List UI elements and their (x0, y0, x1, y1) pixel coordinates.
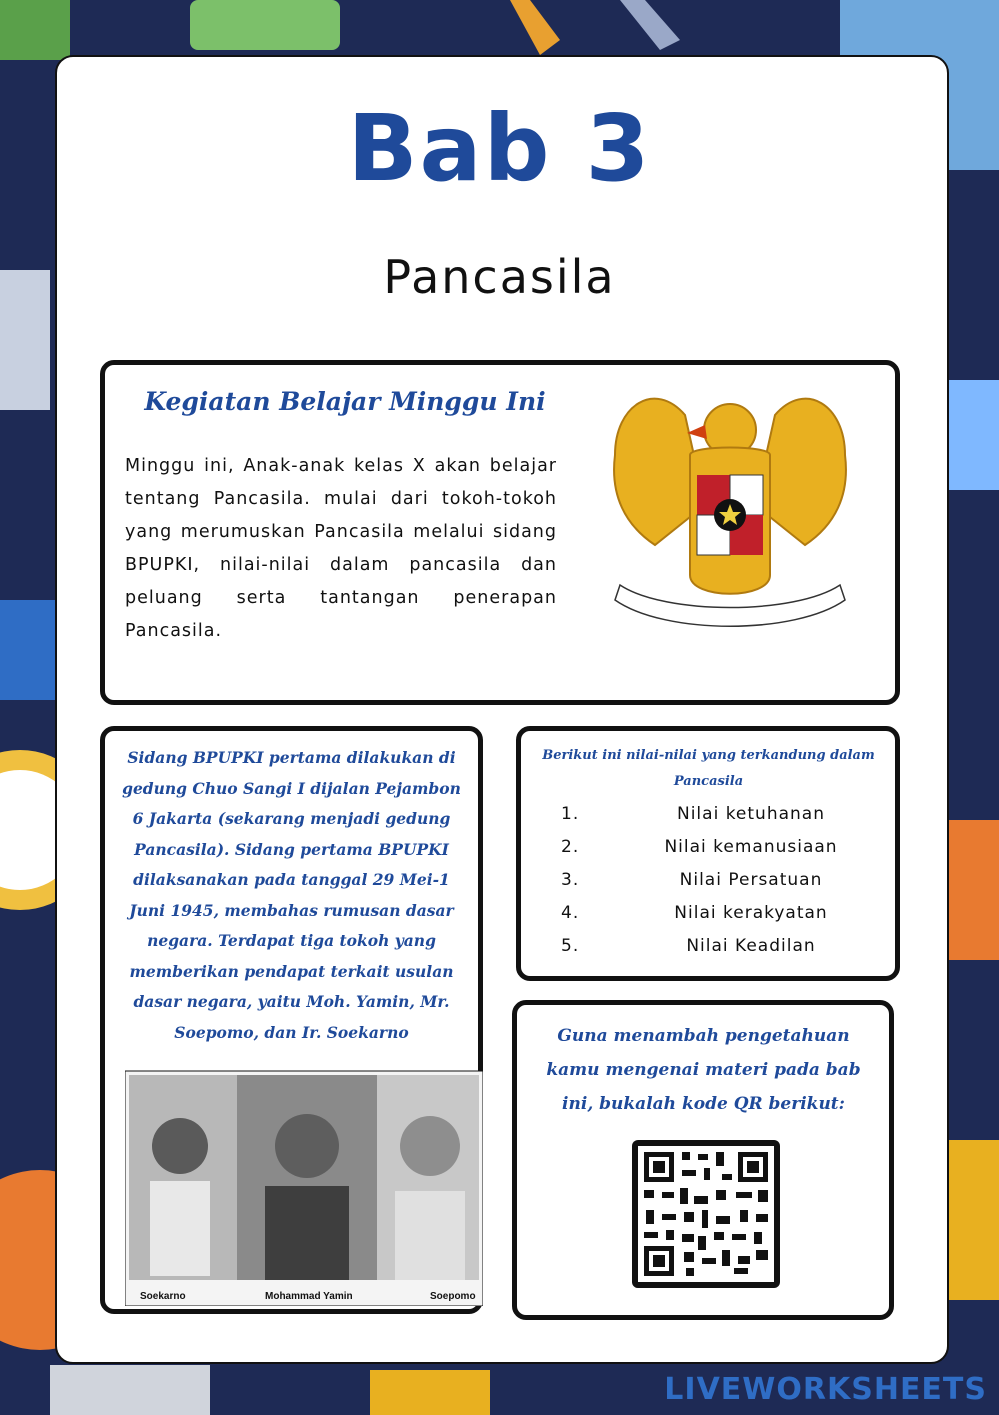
founders-photo (125, 1051, 483, 1306)
activity-body: Minggu ini, Anak-anak kelas X akan belajar tentang Pancasila. mulai dari tokoh-tokoh yang merumuskan Pancasila melalui sidang BPUPKI, nilai-nilai dalam pancasila dan peluang serta tantangan penerapan Pancasila. (125, 456, 557, 641)
list-item: 2. Nilai kemanusiaan (561, 837, 838, 857)
page-title: Bab 3 (347, 95, 652, 202)
history-box (100, 726, 483, 1314)
page-subtitle: Pancasila (383, 250, 616, 304)
garuda-emblem-icon (595, 375, 865, 645)
caption-soepomo: Soepomo (430, 1291, 476, 1302)
values-box (516, 726, 900, 981)
activity-heading: Kegiatan Belajar Minggu Ini (144, 387, 546, 416)
list-item: 4. Nilai kerakyatan (561, 903, 828, 923)
watermark: LIVEWORKSHEETS (664, 1372, 987, 1407)
qr-instruction: Guna menambah pengetahuan kamu mengenai materi pada bab ini, bukalah kode QR berikut: (546, 1026, 861, 1114)
history-text: Sidang BPUPKI pertama dilakukan di gedung Chuo Sangi I dijalan Pejambon 6 Jakarta (sekarang menjadi gedung Pancasila). Sidang pertama BPUPKI dilaksanakan pada tanggal 29 Mei-1 Juni 1945, membahas rumusan dasar negara. Terdapat tiga tokoh yang memberikan pendapat terkait usulan dasar negara, yaitu Moh. Yamin, Mr. Soepomo, dan Ir. Soekarno (122, 748, 461, 1042)
values-heading: Berikut ini nilai-nilai yang terkandung dalam Pancasila (542, 748, 875, 789)
caption-yamin: Mohammad Yamin (265, 1291, 353, 1302)
list-item: 3. Nilai Persatuan (561, 870, 823, 890)
qr-box (512, 1000, 894, 1320)
list-item: 5. Nilai Keadilan (561, 936, 816, 956)
list-item: 1. Nilai ketuhanan (561, 804, 825, 824)
caption-soekarno: Soekarno (140, 1291, 186, 1302)
activity-box (100, 360, 900, 705)
qr-code-icon[interactable] (632, 1140, 780, 1288)
values-list (561, 804, 861, 969)
